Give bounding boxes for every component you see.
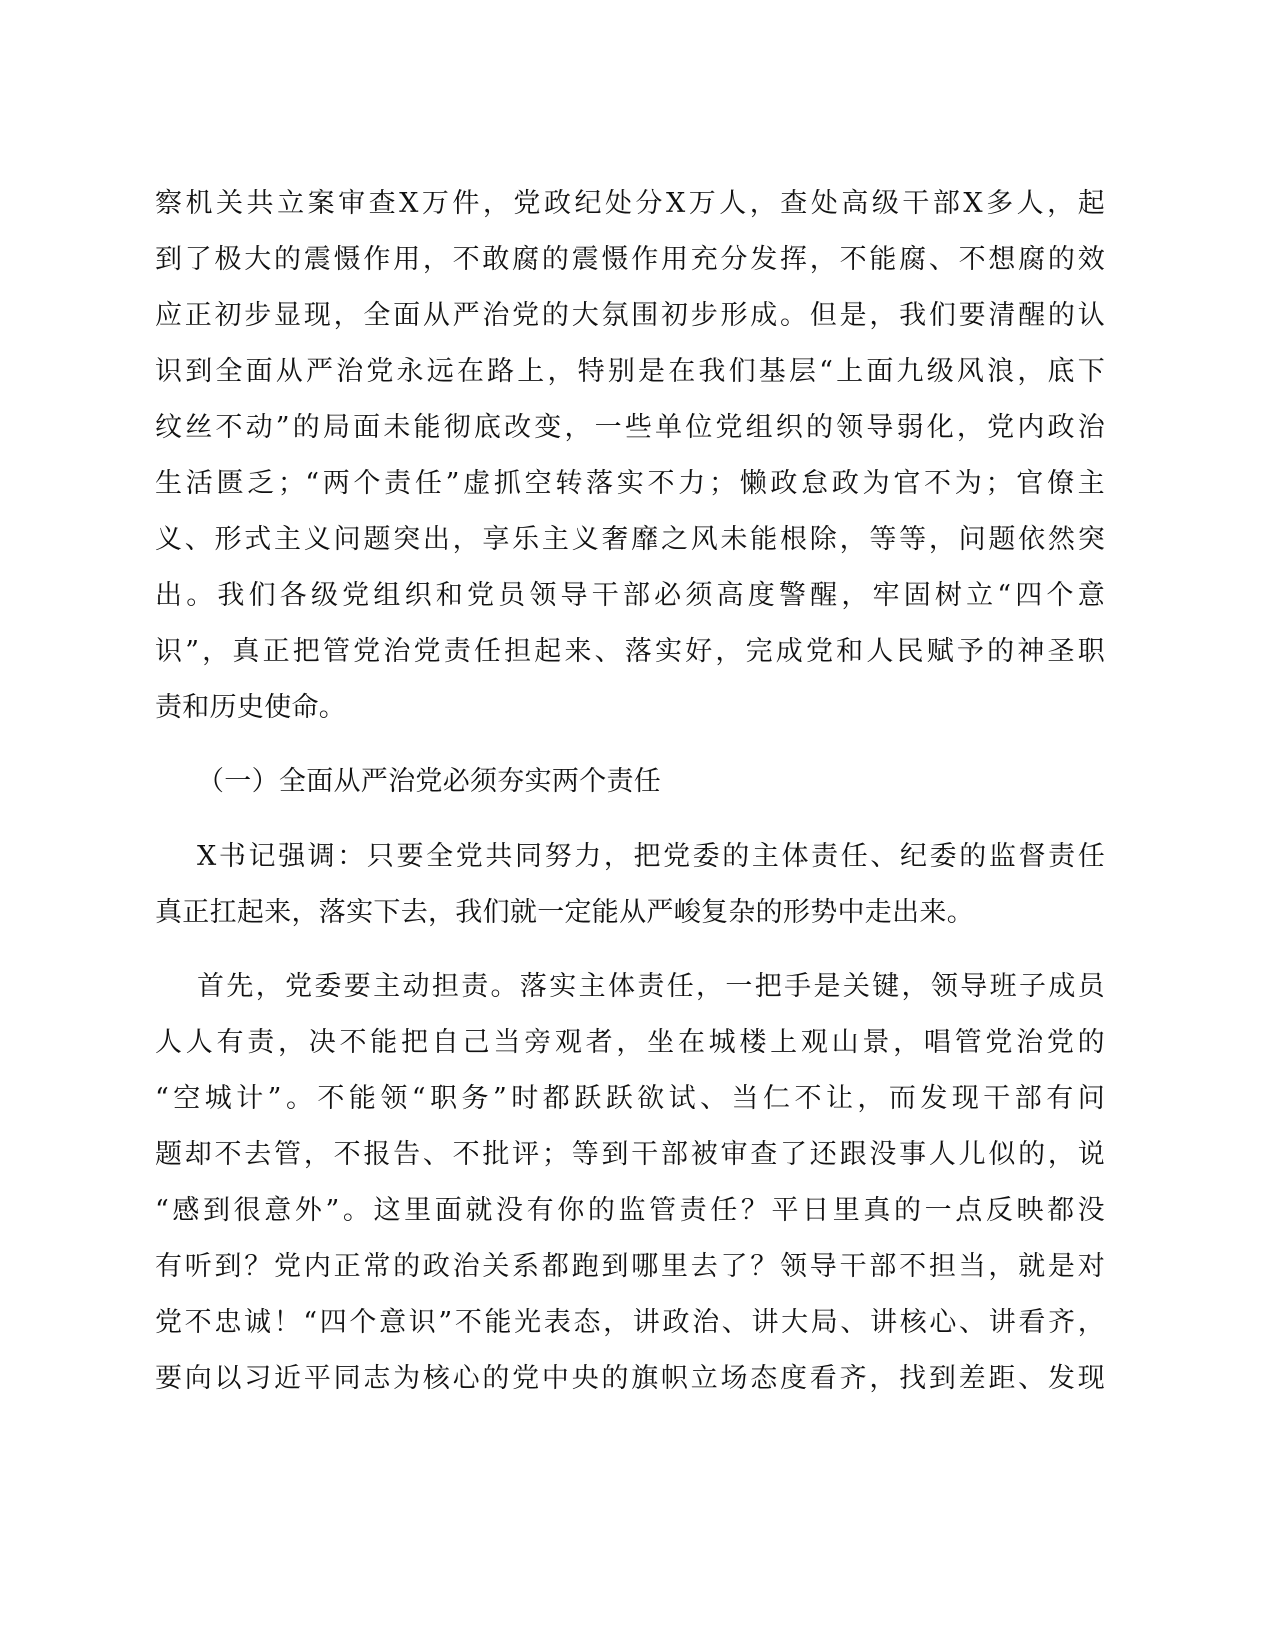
body-text-line: “感到很意外”。这里面就没有你的监管责任？平日里真的一点反映都没: [155, 1195, 1105, 1226]
body-text-line: 到了极大的震慑作用，不敢腐的震慑作用充分发挥，不能腐、不想腐的效: [155, 244, 1105, 275]
body-text-line: 首先，党委要主动担责。落实主体责任，一把手是关键，领导班子成员: [197, 971, 1105, 1002]
body-text-line: 察机关共立案审查X万件，党政纪处分X万人，查处高级干部X多人，起: [155, 188, 1105, 219]
body-text-line: 有听到？党内正常的政治关系都跑到哪里去了？领导干部不担当，就是对: [155, 1251, 1105, 1282]
body-text-line: 识”，真正把管党治党责任担起来、落实好，完成党和人民赋予的神圣职: [155, 636, 1105, 667]
body-text-line: 真正扛起来，落实下去，我们就一定能从严峻复杂的形势中走出来。: [155, 897, 974, 928]
body-text-line: 责和历史使命。: [155, 692, 347, 723]
body-text-line: 义、形式主义问题突出，享乐主义奢靡之风未能根除，等等，问题依然突: [155, 524, 1105, 555]
body-text-line: “空城计”。不能领“职务”时都跃跃欲试、当仁不让，而发现干部有问: [155, 1083, 1105, 1114]
body-text-line: 纹丝不动”的局面未能彻底改变，一些单位党组织的领导弱化，党内政治: [155, 412, 1105, 443]
body-text-line: 生活匮乏；“两个责任”虚抓空转落实不力；懒政怠政为官不为；官僚主: [155, 468, 1105, 499]
body-text-line: 题却不去管，不报告、不批评；等到干部被审查了还跟没事人儿似的，说: [155, 1139, 1105, 1170]
body-text-line: 人人有责，决不能把自己当旁观者，坐在城楼上观山景，唱管党治党的: [155, 1027, 1105, 1058]
body-text-line: 应正初步显现，全面从严治党的大氛围初步形成。但是，我们要清醒的认: [155, 300, 1105, 331]
body-text-line: 识到全面从严治党永远在路上，特别是在我们基层“上面九级风浪，底下: [155, 356, 1105, 387]
body-text-line: X书记强调：只要全党共同努力，把党委的主体责任、纪委的监督责任: [197, 841, 1105, 872]
body-text-line: 要向以习近平同志为核心的党中央的旗帜立场态度看齐，找到差距、发现: [155, 1363, 1105, 1394]
body-text-line: 出。我们各级党组织和党员领导干部必须高度警醒，牢固树立“四个意: [155, 580, 1105, 611]
body-text-line: 党不忠诚！“四个意识”不能光表态，讲政治、讲大局、讲核心、讲看齐，: [155, 1307, 1105, 1338]
section-heading: （一）全面从严治党必须夯实两个责任: [197, 766, 662, 797]
